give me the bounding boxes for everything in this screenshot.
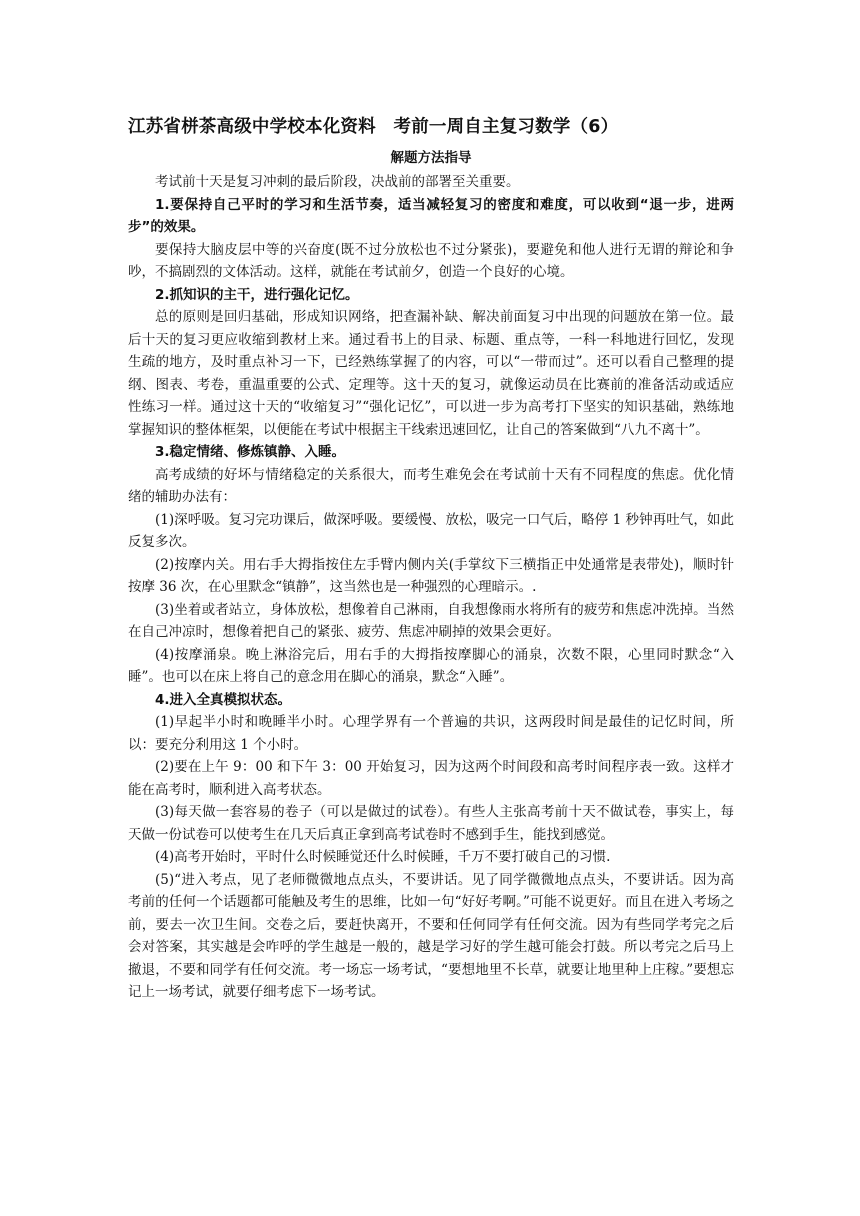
section-heading: 1.要保持自己平时的学习和生活节奏，适当减轻复习的密度和难度，可以收到“退一步，进两步”的效果。 [128, 196, 734, 235]
paragraph: (3)每天做一套容易的卷子（可以是做过的试卷）。有些人主张高考前十天不做试卷，事实上，每天做一份试卷可以使考生在几天后真正拿到高考试卷时不感到手生，能找到感觉。 [128, 804, 734, 843]
section-subtitle: 解题方法指导 [390, 150, 472, 166]
paragraph: (1)早起半小时和晚睡半小时。心理学界有一个普遍的共识，这两段时间是最佳的记忆时间，所以：要充分利用这 1 个小时。 [128, 714, 734, 753]
document-blocks [128, 171, 734, 1004]
paragraph: 要保持大脑皮层中等的兴奋度(既不过分放松也不过分紧张)，要避免和他人进行无谓的辩论和争吵，不搞剧烈的文体活动。这样，就能在考试前夕，创造一个良好的心境。 [128, 241, 734, 280]
paragraph: (4)高考开始时，平时什么时候睡觉还什么时候睡，千万不要打破自己的习惯. [155, 849, 611, 865]
paragraph: (3)坐着或者站立，身体放松，想像着自己淋雨，自我想像雨水将所有的疲劳和焦虑冲洗掉。当然在自己冲凉时，想像着把自己的紧张、疲劳、焦虑冲刷掉的效果会更好。 [128, 601, 734, 640]
paragraph: (4)按摩涌泉。晚上淋浴完后，用右手的大拇指按摩脚心的涌泉，次数不限，心里同时默念“入睡”。也可以在床上将自己的意念用在脚心的涌泉，默念“入睡”。 [128, 646, 734, 685]
section-heading: 2.抓知识的主干，进行强化记忆。 [155, 286, 359, 303]
paragraph: (1)深呼吸。复习完功课后，做深呼吸。要缓慢、放松，吸完一口气后，略停 1 秒钟再吐气，如此反复多次。 [128, 511, 734, 550]
paragraph: 高考成绩的好坏与情绪稳定的关系很大，而考生难免会在考试前十天有不同程度的焦虑。优化情绪的辅助办法有： [128, 466, 734, 505]
paragraph: 考试前十天是复习冲刺的最后阶段，决战前的部署至关重要。 [155, 174, 520, 190]
section-heading: 4.进入全真模拟状态。 [155, 691, 292, 708]
paragraph: 总的原则是回归基础，形成知识网络，把查漏补缺、解决前面复习中出现的问题放在第一位。最后十天的复习更应收缩到教材上来。通过看书上的目录、标题、重点等，一科一科地进行回忆，发现生疏的地方，及时重点补习一下，已经熟练掌握了的内容，可以“一带而过”。还可以看自己整理的提纲、图表、考卷，重温重要的公式、定理等。这十天的复习，就像运动员在比赛前的准备活动或适应性练习一样。通过这十天的“收缩复习”“强化记忆”，可以进一步为高考打下坚实的知识基础，熟练地掌握知识的整体框架，以便能在考试中根据主干线索迅速回忆，让自己的答案做到“八九不离十”。 [128, 309, 734, 438]
paragraph: (2)要在上午 9：00 和下午 3：00 开始复习，因为这两个时间段和高考时间程序表一致。这样才能在高考时，顺利进入高考状态。 [128, 759, 734, 798]
paragraph: (5)“进入考点，见了老师微微地点点头，不要讲话。见了同学微微地点点头，不要讲话。因为高考前的任何一个话题都可能触及考生的思维，比如一句“好好考啊。”可能不说更好。而且在进入考场之前，要去一次卫生间。交卷之后，要赶快离开，不要和任何同学有任何交流。因为有些同学考完之后会对答案，其实越是会咋呼的学生越是一般的，越是学习好的学生越可能会打鼓。所以考完之后马上撤退，不要和同学有任何交流。考一场忘一场考试，“要想地里不长草，就要让地里种上庄稼。”要想忘记上一场考试，就要仔细考虑下一场考试。 [128, 871, 734, 1000]
section-heading: 3.稳定情绪、修炼镇静、入睡。 [155, 444, 346, 460]
document-title: 江苏省栟茶高级中学校本化资料 考前一周自主复习数学（6） [128, 117, 619, 137]
document-body [128, 115, 734, 1004]
paragraph: (2)按摩内关。用右手大拇指按住左手臂内侧内关(手掌纹下三横指正中处通常是表带处)，顺时针按摩 36 次，在心里默念“镇静”，这当然也是一种强烈的心理暗示。. [128, 556, 734, 595]
